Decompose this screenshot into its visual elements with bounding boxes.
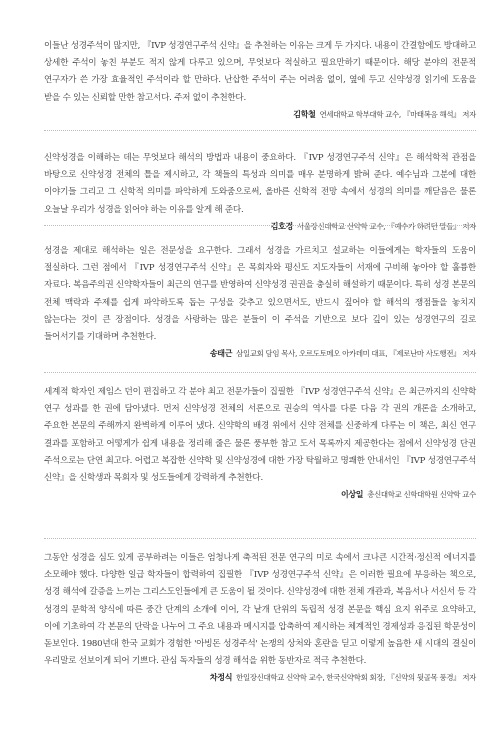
endorser-name: 송태근 <box>209 349 233 359</box>
endorsement-text: 신약성경을 이해하는 데는 무엇보다 해석의 방법과 내용이 중요하다. 『IVP 성경연구주석 신약』은 해석학적 관점을 바탕으로 신약성경 전체의 틀을 제시하고, 각 책들의 특성과 의미를 매우 분명하게 밝혀 준다. 예수님과 그분에 대한 이야기들 그리고 그 신학적 의미를 파악하게 도와줌으로써, 올바른 신학적 전망 속에서 성경의 의미를 깨닫음은 물론 오늘날 우리가 성경을 읽어야 하는 이유를 알게 해 준다. <box>44 153 476 215</box>
endorser-name: 김학철 <box>293 109 316 119</box>
endorser-affiliation: 한일장신대학교 신약학 교수, 한국신약학회 회장, 『신약의 뒷골목 풍경』 저자 <box>236 673 476 683</box>
endorsement-text: 그동안 성경을 심도 있게 공부하려는 이들은 엄청나게 축적된 전문 연구의 미로 속에서 크나큰 시간적·정신적 에너지를 소모해야 했다. 다양한 일급 학자들이 합력하여 집필한 『IVP 성경연구주석 신약』은 이러한 필요에 부응하는 책으로, 성경 해석에 갈증을 느끼는 그리스도인들에게 큰 도움이 될 것이다. 신약성경에 대한 전체 개관과, 복음서나 서신서 등 각 성경의 문학적 양식에 따른 중간 단계의 소개에 이어, 각 낱개 단위의 독립적 성경 본문을 핵심 요지 위주로 요약하고, 이에 기초하여 각 본문의 단락을 나누어 그 주요 내용과 메시지를 압축하여 제시하는 체계적인 경제성과 응집된 학문성이 돋보인다. 1980년대 한국 교회가 경험한 '아빙돈 성경주석' 논쟁의 상처와 혼란을 딛고 이렇게 높음한 새 시대의 결실이 우리말로 선보이게 되어 기쁘다. 관심 독자들의 성경 해석을 위한 동반자로 적극 추천한다. <box>44 553 476 667</box>
endorsement-text: 이들난 성경주석이 많지만, 『IVP 성경연구주석 신약』을 추천하는 이유는 크게 두 가지다. 내용이 간결함에도 방대하고 상세한 주석이 놓친 부분도 적지 않게 다루고 있으며, 무엇보다 적실하고 필요만하기 때문이다. 해당 분야의 전문적 연구자가 쓴 가장 효율적인 주석이라 할 만하다. 난삽한 주석이 주는 어려움 없이, 옆에 두고 신약성경 읽기에 도움을 받을 수 있는 신뢰할 만한 참고서다. 주저 없이 추천한다. <box>44 41 476 103</box>
endorser-signature <box>44 348 476 360</box>
section-divider <box>44 538 476 539</box>
endorser-affiliation: 연세대학교 학부대학 교수, 『마태복음 해석』 저자 <box>319 109 476 119</box>
endorsement-block <box>44 550 476 684</box>
endorser-affiliation: 서울장신대학교 신약학 교수, 『예수가 하려던 말들』 저자 <box>297 221 476 231</box>
endorsement-block <box>44 384 476 501</box>
endorser-signature <box>44 221 476 233</box>
endorser-name: 김호경 <box>270 221 293 231</box>
section-divider <box>44 225 476 226</box>
endorsement-block <box>44 150 476 233</box>
endorser-affiliation: 총신대학교 신학대학원 신약학 교수 <box>367 490 476 500</box>
endorser-affiliation: 삼일교회 담임 목사, 오르도토메오 아카데미 대표, 『제로난마 사도행전』 저자 <box>236 349 476 359</box>
endorser-name: 이상일 <box>340 490 364 500</box>
endorser-signature <box>44 109 476 121</box>
endorser-signature <box>44 489 476 501</box>
endorsement-block <box>44 243 476 360</box>
endorsement-text: 세계적 학자인 제임스 던이 편집하고 각 분야 최고 전문가들이 집필한 『IVP 성경연구주석 신약』은 최근까지의 신약학 연구 성과를 한 권에 담아냈다. 먼저 신약성경 전체의 서론으로 권승의 역사를 다룬 다음 각 권의 개론을 소개하고, 주요한 본문의 주해까지 완벽하게 이루어 냈다. 신약학의 배경 위에서 신약 전체를 신중하게 다루는 이 책은, 최신 연구 결과를 포함하고 어떻게가 쉽게 내용을 정리해 줄은 물론 풍부한 참고 도서 목록까지 제공한다는 점에서 신약성경 단권 주석으로는 단연 최고다. 어렵고 복잡한 신약학 및 신약성경에 대한 가장 탁월하고 명쾌한 안내서인 『IVP 성경연구주석 신약』을 신학생과 목회자 및 성도들에게 강력하게 추천한다. <box>44 387 476 484</box>
section-divider <box>44 372 476 373</box>
section-divider <box>44 130 476 131</box>
endorsement-block <box>44 38 476 121</box>
endorsement-text: 성경을 제대로 해석하는 일은 전문성을 요구한다. 그래서 성경을 가르치고 설교하는 이들에게는 학자들의 도움이 절실하다. 그런 점에서 『IVP 성경연구주석 신약』은 목회자와 평신도 지도자들이 서재에 구비해 놓아야 할 훌륭한 자료다. 복음주의권 신약학자들이 최근의 연구를 반영하여 신약성경 권권을 충실히 해설하기 때문이다. 특히 성경 본문의 전체 맥락과 주제를 쉽게 파악하도록 돕는 구성을 갖추고 있으면서도, 반드시 짚어야 할 해석의 쟁점들을 놓치지 않는다는 것이 큰 장점이다. 성경을 사랑하는 많은 분들이 이 주석을 기반으로 보다 깊이 있는 성경연구의 길로 들어서기를 기대하며 추천한다. <box>44 246 476 343</box>
endorser-signature <box>44 672 476 684</box>
endorser-name: 차정식 <box>209 673 233 683</box>
